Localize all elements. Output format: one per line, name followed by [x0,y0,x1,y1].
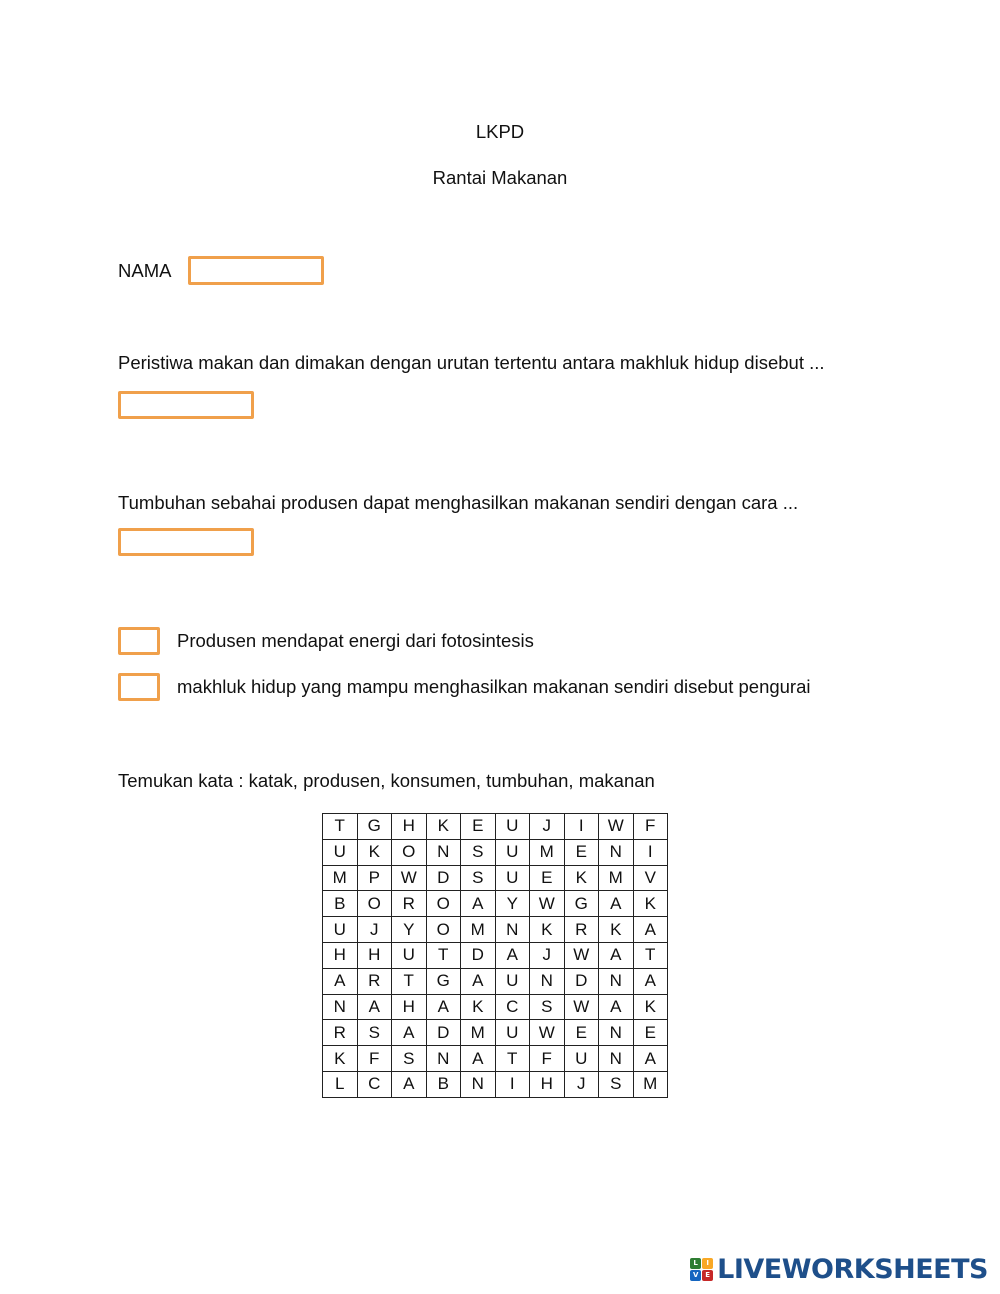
statement-2-checkbox[interactable] [118,673,160,701]
word-search-cell[interactable]: C [495,994,530,1020]
word-search-cell[interactable]: T [392,968,427,994]
word-search-cell[interactable]: G [564,891,599,917]
word-search-cell[interactable]: D [426,865,461,891]
word-search-cell[interactable]: S [530,994,565,1020]
word-search-cell[interactable]: W [599,814,634,840]
logo-mark-e: E [702,1270,713,1281]
name-label: NAMA [118,260,172,281]
word-search-cell[interactable]: O [426,917,461,943]
word-search-cell[interactable]: U [495,865,530,891]
word-search-cell[interactable]: U [495,1020,530,1046]
word-search-row [323,865,668,891]
word-search-cell[interactable]: U [495,839,530,865]
word-search-cell[interactable]: N [599,839,634,865]
question-2-answer-input[interactable] [118,528,254,556]
word-search-cell[interactable]: M [633,1071,668,1097]
word-search-cell[interactable]: O [426,891,461,917]
word-search-cell[interactable]: K [633,891,668,917]
word-search-cell[interactable]: N [599,1046,634,1072]
word-search-cell[interactable]: U [495,968,530,994]
word-search-grid[interactable] [322,813,668,1098]
word-search-cell[interactable]: S [357,1020,392,1046]
word-search-cell[interactable]: N [426,1046,461,1072]
word-search-cell[interactable]: I [633,839,668,865]
word-search-row [323,968,668,994]
word-search-cell[interactable]: O [392,839,427,865]
word-search-cell[interactable]: U [323,839,358,865]
word-search-cell[interactable]: M [461,1020,496,1046]
word-search-cell[interactable]: K [323,1046,358,1072]
word-search-cell[interactable]: K [426,814,461,840]
word-search-row [323,814,668,840]
word-search-cell[interactable]: J [530,814,565,840]
word-search-cell[interactable]: Y [495,891,530,917]
word-search-cell[interactable]: F [530,1046,565,1072]
word-search-cell[interactable]: N [495,917,530,943]
word-search-cell[interactable]: G [426,968,461,994]
liveworksheets-logo [690,1252,988,1286]
word-search-cell[interactable]: L [323,1071,358,1097]
word-search-cell[interactable]: A [461,1046,496,1072]
word-search-row [323,942,668,968]
logo-mark-v: V [690,1270,701,1281]
word-search-cell[interactable]: S [461,839,496,865]
word-search-cell[interactable]: N [461,1071,496,1097]
question-1-answer-input[interactable] [118,391,254,419]
word-search-cell[interactable]: R [392,891,427,917]
word-search-cell[interactable]: G [357,814,392,840]
word-search-cell[interactable]: E [564,839,599,865]
word-search-cell[interactable]: U [323,917,358,943]
word-search-cell[interactable]: C [357,1071,392,1097]
word-search-cell[interactable]: N [426,839,461,865]
word-search-cell[interactable]: M [461,917,496,943]
word-search-row [323,1046,668,1072]
word-search-cell[interactable]: U [392,942,427,968]
word-search-cell[interactable]: H [357,942,392,968]
word-search-cell[interactable]: M [323,865,358,891]
liveworksheets-logo-text: LIVEWORKSHEETS [717,1253,988,1285]
word-search-cell[interactable]: A [461,891,496,917]
word-search-cell[interactable]: Y [392,917,427,943]
word-search-cell[interactable]: T [426,942,461,968]
word-search-cell[interactable]: M [599,865,634,891]
word-search-cell[interactable]: E [530,865,565,891]
word-search-row [323,839,668,865]
word-search-cell[interactable]: W [530,1020,565,1046]
word-search-cell[interactable]: H [323,942,358,968]
question-1-text: Peristiwa makan dan dimakan dengan urutan tertentu antara makhluk hidup disebut ... [118,352,825,373]
word-search-cell[interactable]: I [564,814,599,840]
word-search-cell[interactable]: A [599,994,634,1020]
word-search-cell[interactable]: K [357,839,392,865]
word-search-cell[interactable]: B [426,1071,461,1097]
word-search-row [323,1071,668,1097]
word-search-cell[interactable]: R [357,968,392,994]
word-search-cell[interactable]: W [392,865,427,891]
word-search-cell[interactable]: T [323,814,358,840]
word-search-cell[interactable]: N [323,994,358,1020]
logo-mark-l: L [690,1258,701,1269]
word-search-cell[interactable]: N [599,968,634,994]
word-search-cell[interactable]: A [633,917,668,943]
statement-2-text: makhluk hidup yang mampu menghasilkan makanan sendiri disebut pengurai [177,676,811,697]
word-search-cell[interactable]: U [495,814,530,840]
word-search-cell[interactable]: K [564,865,599,891]
word-search-cell[interactable]: A [357,994,392,1020]
word-search-cell[interactable]: M [530,839,565,865]
word-search-cell[interactable]: S [392,1046,427,1072]
word-search-cell[interactable]: J [564,1071,599,1097]
word-search-cell[interactable]: K [530,917,565,943]
word-search-row [323,917,668,943]
word-search-cell[interactable]: W [564,994,599,1020]
word-search-cell[interactable]: R [323,1020,358,1046]
name-input[interactable] [188,256,324,285]
word-search-cell[interactable]: D [461,942,496,968]
word-search-cell[interactable]: A [461,968,496,994]
word-search-cell[interactable]: A [323,968,358,994]
statement-1-checkbox[interactable] [118,627,160,655]
word-search-cell[interactable]: V [633,865,668,891]
word-search-cell[interactable]: W [564,942,599,968]
word-search-cell[interactable]: A [495,942,530,968]
word-search-cell[interactable]: K [599,917,634,943]
word-search-row [323,1020,668,1046]
page-subtitle: Rantai Makanan [432,167,568,188]
word-search-cell[interactable]: A [633,1046,668,1072]
word-search-cell[interactable]: P [357,865,392,891]
word-search-cell[interactable]: T [633,942,668,968]
word-search-cell[interactable]: K [461,994,496,1020]
word-search-cell[interactable]: J [530,942,565,968]
word-search-cell[interactable]: O [357,891,392,917]
word-search-cell[interactable]: K [633,994,668,1020]
word-search-cell[interactable]: N [599,1020,634,1046]
word-search-row [323,891,668,917]
word-search-cell[interactable]: H [530,1071,565,1097]
word-search-cell[interactable]: F [633,814,668,840]
word-search-instruction: Temukan kata : katak, produsen, konsumen, tumbuhan, makanan [118,770,655,791]
word-search-cell[interactable]: A [599,891,634,917]
word-search-cell[interactable]: A [633,968,668,994]
word-search-cell[interactable]: A [426,994,461,1020]
statement-1-text: Produsen mendapat energi dari fotosintesis [177,630,534,651]
word-search-cell[interactable]: D [564,968,599,994]
word-search-cell[interactable]: A [392,1020,427,1046]
word-search-cell[interactable]: E [633,1020,668,1046]
word-search-cell[interactable]: E [461,814,496,840]
word-search-cell[interactable]: A [392,1071,427,1097]
word-search-cell[interactable]: N [530,968,565,994]
logo-mark-i: I [702,1258,713,1269]
question-2-text: Tumbuhan sebahai produsen dapat menghasilkan makanan sendiri dengan cara ... [118,492,799,513]
word-search-cell[interactable]: S [461,865,496,891]
word-search-cell[interactable]: W [530,891,565,917]
word-search-cell[interactable]: E [564,1020,599,1046]
word-search-cell[interactable]: R [564,917,599,943]
word-search-cell[interactable]: T [495,1046,530,1072]
word-search-cell[interactable]: D [426,1020,461,1046]
word-search-cell[interactable]: A [599,942,634,968]
liveworksheets-logo-icon [690,1258,713,1281]
word-search-cell[interactable]: U [564,1046,599,1072]
word-search-cell[interactable]: I [495,1071,530,1097]
word-search-cell[interactable]: S [599,1071,634,1097]
word-search-cell[interactable]: F [357,1046,392,1072]
word-search-row [323,994,668,1020]
page-title: LKPD [475,121,525,142]
word-search-cell[interactable]: H [392,814,427,840]
word-search-cell[interactable]: J [357,917,392,943]
word-search-cell[interactable]: B [323,891,358,917]
word-search-cell[interactable]: H [392,994,427,1020]
